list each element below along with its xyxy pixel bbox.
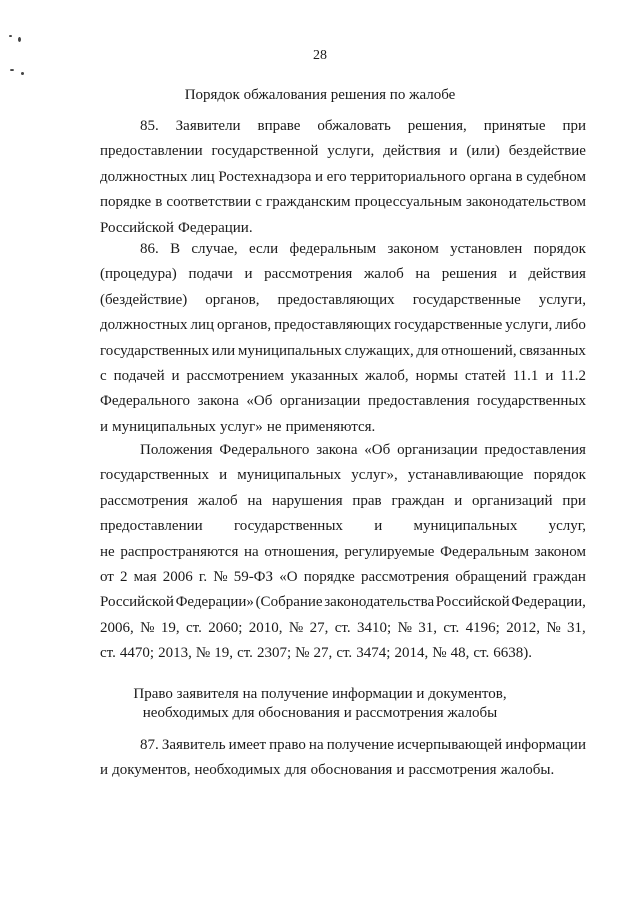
word: органов, <box>205 291 260 308</box>
word: жалобы. <box>500 762 555 779</box>
word: 2014, <box>394 645 429 662</box>
text-line <box>100 364 586 389</box>
text-line <box>100 288 586 313</box>
word: 48, <box>450 645 470 662</box>
page-number: 28 <box>313 48 327 63</box>
word: подачей <box>113 367 165 384</box>
word: государственной <box>211 143 319 160</box>
word: должностных <box>100 317 188 334</box>
text-line <box>100 165 586 190</box>
word: на <box>247 492 263 509</box>
scan-speck <box>21 72 24 75</box>
text-line <box>100 514 586 539</box>
word: не <box>266 418 282 435</box>
word: граждан <box>391 492 445 509</box>
word: услуг, <box>548 518 586 535</box>
word: с <box>255 194 262 211</box>
word: Федерации. <box>177 219 253 236</box>
word: закона <box>197 393 239 410</box>
word: решения, <box>407 118 467 134</box>
word: законом <box>534 543 586 560</box>
word: 2006, <box>100 619 134 636</box>
word: на <box>415 266 431 283</box>
word: информации <box>505 737 586 753</box>
word: подачи <box>188 266 233 283</box>
text-line <box>100 590 586 615</box>
word: ст. <box>473 645 490 662</box>
word: (бездействие) <box>100 291 188 308</box>
word: предоставления <box>367 393 470 410</box>
word: федеральным <box>289 241 377 257</box>
word: вправе <box>257 118 301 134</box>
word: организации <box>397 442 478 458</box>
scan-speck <box>9 35 12 37</box>
word: и <box>508 266 517 283</box>
text-line <box>100 565 586 590</box>
word: № <box>140 619 155 636</box>
word: услуги, <box>505 317 553 334</box>
word: 19, <box>214 645 234 662</box>
word: организации <box>279 393 361 410</box>
word: случае, <box>191 241 238 257</box>
paragraph-86 <box>100 237 586 440</box>
word: на <box>244 543 259 560</box>
word: Заявители <box>175 118 241 134</box>
text-line <box>100 758 586 783</box>
text-line <box>100 262 586 287</box>
word: государственных <box>233 518 343 535</box>
text-line <box>100 389 586 414</box>
word: 31, <box>567 619 586 636</box>
word: и <box>244 266 253 283</box>
word: соответствии <box>166 194 252 211</box>
word: 27, <box>309 619 329 636</box>
word: жалоб <box>197 492 238 509</box>
word: на <box>308 737 324 753</box>
word: ст. <box>237 645 253 662</box>
word: Ростехнадзора <box>218 168 312 185</box>
word: лиц <box>190 317 215 334</box>
word: имеет <box>228 737 267 753</box>
word: связанных <box>519 342 586 359</box>
word: жалоб, <box>365 367 409 384</box>
word: служащих, <box>344 342 414 359</box>
word: ст. <box>100 645 116 662</box>
text-line <box>100 641 586 666</box>
word: и <box>449 143 458 160</box>
word: распространяются <box>120 543 239 560</box>
word: законодательства <box>324 594 435 611</box>
word: Федерального <box>100 393 191 410</box>
word: 2307; <box>256 645 292 662</box>
word: Федеральным <box>440 543 529 560</box>
text-line <box>100 114 586 139</box>
word: № <box>432 645 447 662</box>
word: обращений <box>455 568 527 585</box>
word: исчерпывающей <box>397 737 503 753</box>
word: органа <box>469 168 512 185</box>
word: государственных <box>100 467 209 484</box>
word: государственных <box>477 393 586 410</box>
word: рассмотрением <box>186 367 284 384</box>
word: право <box>269 737 306 753</box>
scan-speck <box>10 69 14 71</box>
word: законом <box>387 241 439 257</box>
word: должностных <box>100 168 188 185</box>
word: прав <box>352 492 382 509</box>
word: процессуальным <box>354 194 462 211</box>
word: 3474; <box>356 645 391 662</box>
word: обоснования <box>310 762 393 779</box>
word: 31, <box>418 619 438 636</box>
word: в <box>155 194 163 211</box>
word: действия <box>383 143 441 160</box>
word: действия <box>528 266 586 283</box>
word: 11.2 <box>560 367 586 384</box>
word: 2013, <box>158 645 192 662</box>
word: 87. <box>140 737 159 753</box>
word: 4470; <box>119 645 155 662</box>
text-line <box>100 438 586 463</box>
word: законодательством <box>465 194 586 211</box>
word: ст. <box>334 619 351 636</box>
word: нарушения <box>271 492 343 509</box>
word: и <box>545 367 554 384</box>
word: № <box>213 568 228 585</box>
word: 86. <box>140 241 159 257</box>
word: гражданским <box>266 194 351 211</box>
word: муниципальных <box>237 342 342 359</box>
word: регулируемые <box>344 543 435 560</box>
word: 2010, <box>248 619 283 636</box>
word: В <box>170 241 181 257</box>
word: установлен <box>450 241 523 257</box>
word: муниципальных <box>237 467 342 484</box>
word: порядок <box>533 241 586 257</box>
subsection-heading-line-1: Право заявителя на получение информации и документов, <box>133 686 507 702</box>
word: государственных <box>100 342 209 359</box>
word: предоставляющих <box>274 317 392 334</box>
word: 4196; <box>465 619 500 636</box>
word: Российской <box>100 219 174 236</box>
subsection-heading <box>60 685 580 723</box>
word: № <box>397 619 412 636</box>
word: или <box>211 342 236 359</box>
word: решения <box>441 266 498 283</box>
word: услуг» <box>219 418 263 435</box>
word: (или) <box>466 143 500 160</box>
word: 59-ФЗ <box>233 568 274 585</box>
word: Российской <box>100 594 174 611</box>
word: либо <box>555 317 586 334</box>
word: 11.1 <box>512 367 539 384</box>
word: «О <box>279 568 298 585</box>
word: 2012, <box>506 619 540 636</box>
word: рассмотрения <box>408 762 497 779</box>
word: необходимых <box>194 762 281 779</box>
word: 3410; <box>357 619 392 636</box>
word: и <box>171 367 180 384</box>
word: жалоб <box>363 266 404 283</box>
word: 2 <box>120 568 128 585</box>
word: 19, <box>160 619 180 636</box>
word: при <box>562 492 586 509</box>
word: г. <box>198 568 208 585</box>
word: и <box>100 418 109 435</box>
text-line <box>100 415 586 440</box>
word: государственные <box>412 291 521 308</box>
word: предоставляющих <box>277 291 395 308</box>
word: территориального <box>350 168 466 185</box>
word: получение <box>326 737 394 753</box>
section-heading-text: Порядок обжалования решения по жалобе <box>184 87 456 103</box>
word: для <box>284 762 307 779</box>
word: 2006 <box>162 568 193 585</box>
word: его <box>326 168 347 185</box>
word: и <box>219 467 228 484</box>
word: Федерации» <box>175 594 254 611</box>
scan-speck <box>18 37 21 42</box>
text-line <box>100 339 586 364</box>
word: предоставлении <box>100 518 203 535</box>
word: рассмотрения <box>100 492 189 509</box>
word: и <box>454 492 463 509</box>
word: нормы <box>415 367 458 384</box>
word: муниципальных <box>413 518 518 535</box>
word: порядке <box>303 568 355 585</box>
word: Федерации, <box>511 594 586 611</box>
text-line <box>100 540 586 565</box>
word: 2060; <box>208 619 243 636</box>
text-line <box>100 313 586 338</box>
word: рассмотрения <box>360 568 450 585</box>
word: услуги, <box>327 143 375 160</box>
word: и <box>396 762 405 779</box>
word: отношения, <box>264 543 339 560</box>
text-line <box>100 190 586 215</box>
section-heading <box>60 86 580 105</box>
paragraph-85 <box>100 114 586 241</box>
word: Заявитель <box>161 737 226 753</box>
text-line <box>100 463 586 488</box>
word: применяются. <box>285 418 376 435</box>
word: 6638). <box>493 645 533 662</box>
text-line <box>100 733 586 758</box>
word: «Об <box>364 442 391 458</box>
word: документов, <box>112 762 191 779</box>
text-line <box>100 616 586 641</box>
word: органов, <box>216 317 272 334</box>
text-line <box>100 489 586 514</box>
word: предоставления <box>484 442 586 458</box>
word: принятые <box>483 118 546 134</box>
word: лиц <box>191 168 215 185</box>
word: предоставлении <box>100 143 203 160</box>
word: бездействие <box>508 143 586 160</box>
word: в <box>515 168 523 185</box>
word: и <box>100 762 109 779</box>
word: устанавливающие <box>407 467 524 484</box>
word: рассмотрения <box>264 266 353 283</box>
word: с <box>100 367 107 384</box>
word: ст. <box>443 619 460 636</box>
word: при <box>562 118 586 134</box>
word: государственные <box>394 317 503 334</box>
word: мая <box>133 568 157 585</box>
word: № <box>295 645 310 662</box>
word: № <box>546 619 561 636</box>
word: услуг», <box>351 467 398 484</box>
word: от <box>100 568 114 585</box>
word: ст. <box>185 619 202 636</box>
word: Федерального <box>219 442 310 458</box>
word: отношений, <box>441 342 517 359</box>
text-line <box>100 139 586 164</box>
text-line <box>100 237 586 262</box>
word: граждан <box>532 568 586 585</box>
paragraph-86-continued <box>100 438 586 667</box>
word: услуги, <box>538 291 586 308</box>
word: (Собрание <box>255 594 323 611</box>
word: Российской <box>435 594 510 611</box>
word: и <box>315 168 324 185</box>
paragraph-87 <box>100 733 586 784</box>
word: Положения <box>140 442 213 458</box>
word: если <box>248 241 279 257</box>
word: судебном <box>526 168 586 185</box>
word: указанных <box>290 367 359 384</box>
word: порядке <box>100 194 152 211</box>
word: (процедура) <box>100 266 177 283</box>
word: для <box>416 342 439 359</box>
word: закона <box>316 442 358 458</box>
word: 27, <box>313 645 333 662</box>
word: 85. <box>140 118 159 134</box>
word: ст. <box>336 645 353 662</box>
word: статей <box>464 367 506 384</box>
word: не <box>100 543 115 560</box>
word: и <box>374 518 383 535</box>
word: порядок <box>533 467 586 484</box>
word: организаций <box>472 492 553 509</box>
subsection-heading-line-2: необходимых для обоснования и рассмотрения жалобы <box>142 705 498 721</box>
word: муниципальных <box>112 418 216 435</box>
word: «Об <box>246 393 273 410</box>
word: № <box>195 645 211 662</box>
word: обжаловать <box>317 118 391 134</box>
word: № <box>288 619 304 636</box>
